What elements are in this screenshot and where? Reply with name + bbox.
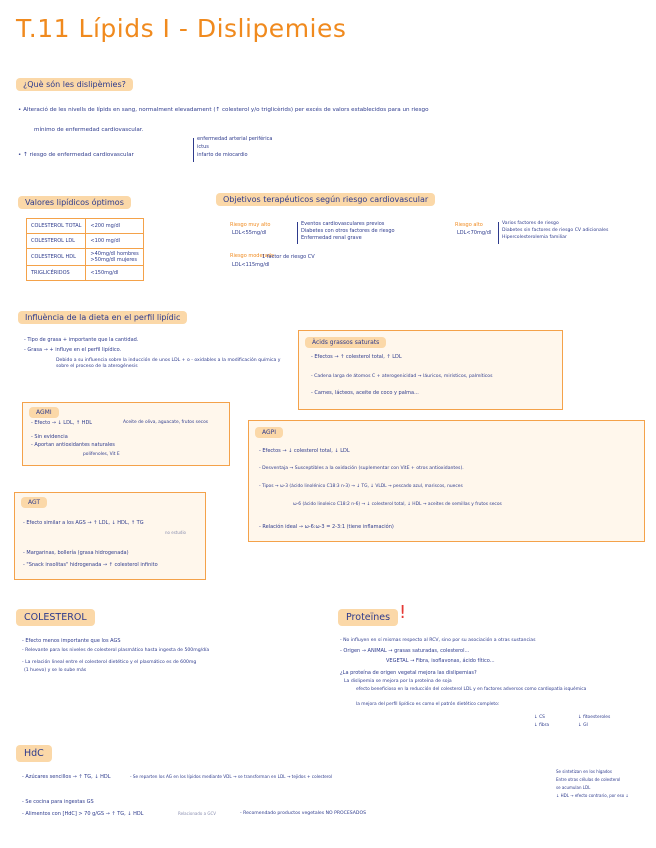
proteinas-line: ↓ CS	[534, 715, 545, 720]
agt-line: - Margarinas, bollería (grasa hidrogenada)	[23, 550, 129, 556]
risk-line: • ↑ riesgo de enfermedad cardiovascular	[18, 152, 134, 158]
table-cell: COLESTEROL HDL	[27, 249, 86, 266]
proteinas-line: La dislipemia se mejora por la proteína de soja	[344, 679, 452, 684]
hdc-line: - Recomendado productos vegetales NO PROCESADOS	[240, 811, 367, 816]
hdc-line: - Se reparten los AG en los lípidos mediante VDL → se transforman en LDL → tejidos + colesterol	[130, 774, 333, 779]
section-heading-colesterol: COLESTEROL	[16, 609, 95, 626]
proteinas-line: ↓ GI	[578, 723, 588, 728]
hdc-line: ↓ HDL → efecto contrario, por eso ↓	[556, 793, 629, 798]
agmi-line: - Sin evidencia	[31, 434, 68, 440]
risk-item: ictus	[197, 144, 209, 150]
section-heading-valores: Valores lipídicos óptimos	[18, 196, 131, 209]
risk-value: LDL<115mg/dl	[232, 262, 270, 268]
agpi-line: ω-6 (ácido linoleico C18:2 n-6) → ↓ colesterol total, ↓ HDL → aceites de semillas y frutos secos	[293, 502, 502, 507]
ags-line: - Efectos → ↑ colesterol total, ↑ LDL	[311, 354, 402, 360]
agmi-line: - Aportan antioxidantes naturales	[31, 442, 115, 448]
table-cell: <150mg/dl	[86, 266, 143, 281]
hdc-line: Entre otras células de colesterol	[556, 777, 621, 782]
influencia-line: - Tipo de grasa + importante que la cantidad.	[24, 337, 139, 343]
table-cell: <200 mg/dl	[86, 219, 143, 234]
colesterol-line: - La relación lineal entre el colesterol dietético y el plasmático es de 600mg	[22, 660, 197, 665]
risk-label: Riesgo muy alto	[230, 222, 271, 228]
page-title: T.11 Lípids I - Dislipemies	[16, 14, 347, 43]
section-heading-hdc: HdC	[16, 745, 52, 762]
proteinas-line: ↓ fitoesteroles	[578, 715, 611, 720]
risk-label: Riesgo alto	[455, 222, 483, 228]
colesterol-line: (1 huevo) y se lo sube más	[24, 668, 87, 673]
risk-value: LDL<55mg/dl	[232, 230, 267, 236]
influencia-line: - Grasa → + influye en el perfil lipídico.	[24, 347, 122, 353]
agmi-line: polifenoles, Vit E	[83, 452, 120, 457]
hdc-line: Se sintetizan en los hígados	[556, 769, 612, 774]
hdc-line: - Se cocina para ingestas GS	[22, 799, 94, 805]
risk-item: Eventos cardiovasculares previos	[301, 221, 385, 227]
hdc-line: - Azúcares sencillos → ↑ TG, ↓ HDL	[22, 774, 111, 780]
proteinas-line: - No influyen en sí mismas respecto al RCV, sino por su asociación a otras sustancias	[340, 638, 536, 643]
influencia-line: Debido a su influencia sobre la inducción de unos LDL + o - oxidables a la modificación química y sobre el proceso de la aterogénesis	[56, 358, 281, 369]
agpi-line: - Desventaja → Susceptibles a la oxidación (suplementar con VitE + otros antioxidantes).	[259, 466, 464, 471]
colesterol-line: - Relevante para los niveles de colesterol plasmático hasta ingesta de 500mg/día	[22, 648, 210, 653]
risk-item: Diabetes con otros factores de riesgo	[301, 228, 395, 234]
agmi-box	[22, 402, 230, 466]
agpi-line: - Relación ideal → ω-6:ω-3 = 2-3:1 (tiene inflamación)	[259, 524, 394, 530]
agt-heading: AGT	[21, 497, 47, 508]
ags-line: - Carnes, lácteos, aceite de coco y palma...	[311, 390, 419, 396]
agmi-line: Aceite de oliva, aguacate, frutos secos	[123, 420, 209, 425]
ags-heading: Àcids grassos saturats	[305, 337, 386, 348]
agt-line: - Efecto similar a los AGS → ↑ LDL, ↓ HDL, ↑ TG	[23, 520, 144, 526]
colesterol-line: - Efecto menos importante que los AGS	[22, 638, 121, 644]
table-cell: >40mg/dl hombres >50mg/dl mujeres	[86, 249, 143, 266]
section-heading-dislipemias: ¿Què són les dislipèmies?	[16, 78, 133, 91]
proteinas-line: la mejora del perfil lipídico es como el patrón dietético completo:	[356, 702, 500, 707]
table-cell: <100 mg/dl	[86, 234, 143, 249]
risk-item: enfermedad arterial periférica	[197, 136, 273, 142]
agmi-line: - Efecto → ↓ LDL, ↑ HDL	[31, 420, 93, 426]
section-heading-influencia: Influència de la dieta en el perfil lipídic	[18, 311, 187, 324]
table-cell: TRIGLICÉRIDOS	[27, 266, 86, 281]
proteinas-line: - Origen → ANIMAL → grasas saturadas, colesterol...	[340, 648, 470, 654]
proteinas-line: efecto beneficioso en la reducción del colesterol LDL y en factores adversos como cardiopatía isquémica	[356, 687, 587, 692]
section-heading-proteinas: Proteïnes	[338, 609, 398, 626]
table-cell: COLESTEROL TOTAL	[27, 219, 86, 234]
ags-box	[298, 330, 563, 410]
risk-item: Enfermedad renal grave	[301, 235, 362, 241]
risk-item: 1 factor de riesgo CV	[262, 254, 315, 260]
definition-line: • Alteració de les nivells de lípids en sang, normalment elevadament (↑ colesterol y/o triglicèrids) per excés de valors establecidos para un riesgo	[18, 107, 429, 113]
risk-label: Riesgo moderado	[230, 253, 274, 259]
agpi-line: - Tipos → ω-3 (ácido linolénico C18:3 n-3) → ↓ TG, ↓ VLDL → pescado azul, mariscos, nueces	[259, 484, 463, 489]
risk-item: Diabetes sin factores de riesgo CV adicionales	[502, 228, 609, 233]
exclamation-icon: !	[399, 602, 407, 623]
agpi-heading: AGPI	[255, 427, 283, 438]
hdc-note: Relacionado a GCV	[178, 811, 216, 816]
table-cell: COLESTEROL LDL	[27, 234, 86, 249]
agt-note: no estudio	[165, 530, 186, 535]
risk-item: Hipercolesterolemia familiar	[502, 235, 567, 240]
agt-line: - "Snack insolitas" hidrogenada → ↑ colesterol infinito	[23, 562, 158, 568]
proteinas-line: ¿La proteína de origen vegetal mejora las dislipemias?	[340, 670, 477, 676]
agmi-heading: AGMI	[29, 407, 59, 418]
hdc-line: se acumulan LDL	[556, 785, 591, 790]
agt-box	[14, 492, 206, 580]
definition-line-cont: mínimo de enfermedad cardiovascular.	[34, 127, 144, 133]
risk-item: Varios factores de riesgo	[502, 221, 559, 226]
ags-line: - Cadena larga de átomos C + aterogenicidad → láuricos, mirísticos, palmíticos	[311, 374, 493, 379]
valores-table	[26, 218, 144, 281]
proteinas-line: VEGETAL → Fibra, isoflavonas, ácido fítico...	[386, 658, 495, 664]
risk-item: infarto de miocardio	[197, 152, 248, 158]
hdc-line: - Alimentos con [HdC] > 70 g/GS → ↑ TG, ↓ HDL	[22, 811, 144, 817]
section-heading-objetivos: Objetivos terapéuticos según riesgo cardiovascular	[216, 193, 435, 206]
proteinas-line: ↓ fibra	[534, 723, 550, 728]
agpi-box	[248, 420, 645, 542]
risk-value: LDL<70mg/dl	[457, 230, 492, 236]
agpi-line: - Efectos → ↓ colesterol total, ↓ LDL	[259, 448, 350, 454]
